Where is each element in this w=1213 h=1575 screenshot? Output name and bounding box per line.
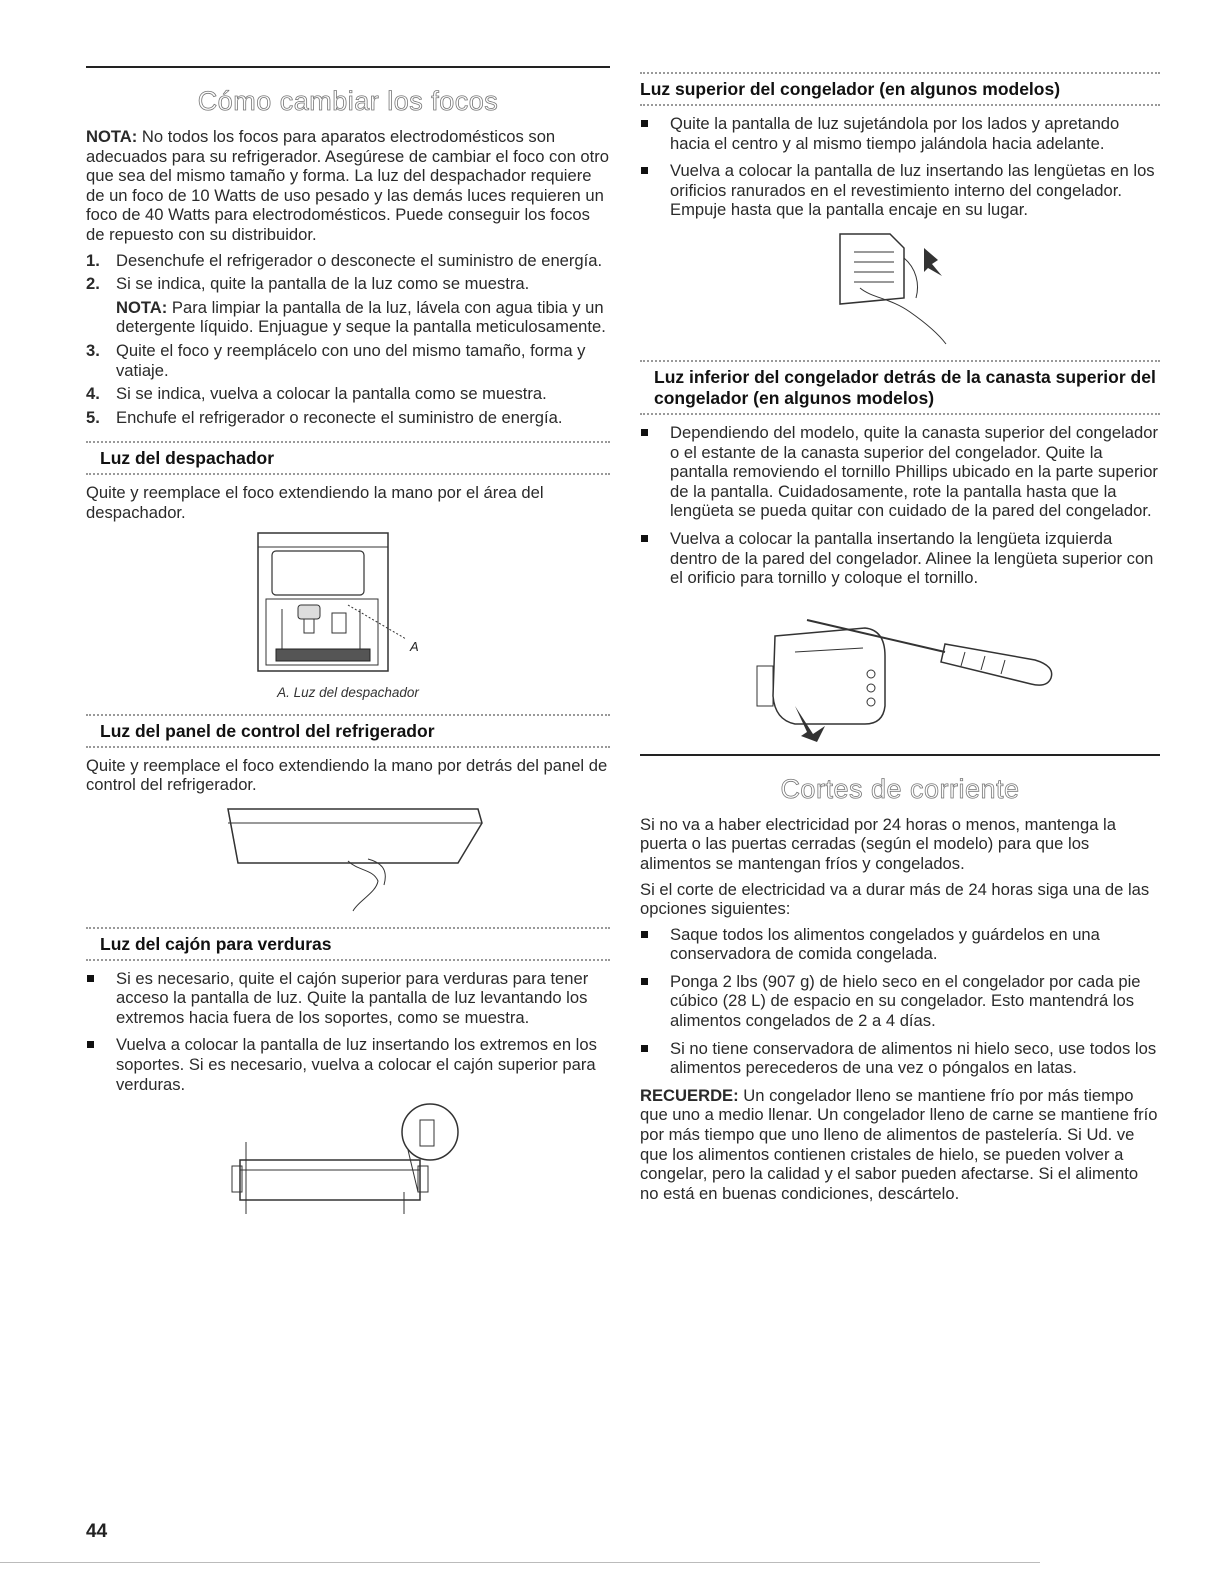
section-heading: Luz del despachador <box>100 448 275 469</box>
section-header-crisper <box>86 927 610 961</box>
step-text: Enchufe el refrigerador o reconecte el suministro de energía. <box>116 407 563 427</box>
lower-freezer-illustration <box>735 596 1065 746</box>
remember-text: Un congelador lleno se mantiene frío por más tiempo que uno a medio llenar. Un congelador lleno de carne se mantiene frío por más tiempo que uno lleno de alimentos de pastelería. Si Ud. ve que los alimentos contienen cristales de hielo, se pueden volver a congelar, pero la calidad y el sabor pueden afectarse. Si el alimento no está en buenas condiciones, descártelo. <box>640 1085 1158 1203</box>
bullet-item: Quite la pantalla de luz sujetándola por los lados y apretando hacia el centro y al mismo tiempo jalándola hacia adelante. <box>640 114 1160 153</box>
section-title-changing-bulbs: Cómo cambiar los focos <box>197 86 499 116</box>
step-text: Quite el foco y reemplácelo con uno del mismo tamaño, forma y vatiaje. <box>116 340 586 380</box>
section-heading: Luz superior del congelador (en algunos modelos) <box>640 79 1061 99</box>
outage-bullets <box>640 925 1160 1078</box>
step-note <box>116 298 610 337</box>
control-panel-illustration <box>208 801 488 913</box>
lower-freezer-figure <box>640 596 1160 746</box>
section-rule <box>86 66 610 68</box>
section-heading: Luz del panel de control del refrigerador <box>100 720 435 741</box>
control-panel-text: Quite y reemplace el foco extendiendo la mano por detrás del panel de control del refrigerador. <box>86 755 608 795</box>
step-number: 1. <box>86 250 100 270</box>
remember-label: RECUERDE: <box>640 1085 739 1105</box>
outage-paragraph-2: Si el corte de electricidad va a durar más de 24 horas siga una de las opciones siguientes: <box>640 879 1150 919</box>
note-text: Para limpiar la pantalla de la luz, lávela con agua tibia y un detergente líquido. Enjuague y seque la pantalla meticulosamente. <box>116 297 606 337</box>
left-column <box>86 66 610 1223</box>
step-text: Desenchufe el refrigerador o desconecte el suministro de energía. <box>116 250 603 270</box>
bullet-item: Si no tiene conservadora de alimentos ni hielo seco, use todos los alimentos perecederos de una vez o póngalos en latas. <box>640 1039 1160 1078</box>
step-number: 5. <box>86 407 100 427</box>
remember-paragraph <box>640 1086 1160 1204</box>
section-title-power-outages: Cortes de corriente <box>780 773 1020 804</box>
upper-freezer-bullets <box>640 114 1160 220</box>
bullet-item: Vuelva a colocar la pantalla de luz insertando las lengüetas en los orificios ranurados en el revestimiento interno del congelador. Empuje hasta que la pantalla encaje en su lugar. <box>640 161 1160 220</box>
dispenser-caption: A. Luz del despachador <box>277 684 419 700</box>
step-text: Si se indica, quite la pantalla de la luz como se muestra. <box>116 274 530 294</box>
dispenser-figure <box>86 529 610 679</box>
dispenser-illustration <box>238 529 458 679</box>
dispenser-text: Quite y reemplace el foco extendiendo la mano por el área del despachador. <box>86 483 544 522</box>
step-number: 3. <box>86 340 100 360</box>
step-item <box>86 408 610 428</box>
step-item <box>86 274 610 337</box>
right-column <box>640 66 1160 1209</box>
section-heading: Luz del cajón para verduras <box>100 933 332 954</box>
section-header-control-panel <box>86 714 610 748</box>
section-header-lower-freezer <box>640 360 1160 415</box>
upper-freezer-illustration <box>820 228 980 346</box>
steps-list <box>86 251 610 428</box>
page-number: 44 <box>86 1521 108 1542</box>
lower-freezer-bullets <box>640 423 1160 588</box>
crisper-figure <box>86 1102 610 1217</box>
bullet-item: Saque todos los alimentos congelados y guárdelos en una conservadora de comida congelada. <box>640 925 1160 964</box>
bullet-item: Ponga 2 lbs (907 g) de hielo seco en el congelador por cada pie cúbico (28 L) de espacio en su congelador. Esto mantendrá los alimentos congelados de 2 a 4 días. <box>640 972 1160 1031</box>
section-header-dispenser <box>86 441 610 475</box>
bullet-item: Vuelva a colocar la pantalla insertando la lengüeta izquierda dentro de la pared del congelador. Alinee la lengüeta superior con el orificio para tornillo y coloque el tornillo. <box>640 529 1160 588</box>
bullet-item: Si es necesario, quite el cajón superior para verduras para tener acceso la pantalla de luz. Quite la pantalla de luz levantando los extremos hacia fuera de los soportes, como se muestra. <box>86 969 610 1028</box>
step-text: Si se indica, vuelva a colocar la pantalla como se muestra. <box>116 384 547 404</box>
step-item <box>86 341 610 380</box>
bottom-rule <box>0 1562 1040 1563</box>
step-item <box>86 384 610 404</box>
step-number: 2. <box>86 274 100 294</box>
section-rule <box>640 754 1160 756</box>
step-item <box>86 251 610 271</box>
intro-note <box>86 127 610 245</box>
note-label: NOTA: <box>86 127 138 146</box>
crisper-bullets <box>86 969 610 1095</box>
section-header-upper-freezer <box>640 72 1160 106</box>
section-heading: Luz inferior del congelador detrás de la canasta superior del congelador (en algunos modelos) <box>654 366 1156 408</box>
callout-label: A <box>410 638 419 654</box>
bullet-item: Dependiendo del modelo, quite la canasta superior del congelador o el estante de la canasta superior del congelador. Quite la pantalla removiendo el tornillo Phillips ubicado en la parte superior de la pantalla. Cuidadosamente, rote la pantalla hasta que la lengüeta se pueda quitar con cuidado de la pared del congelador. <box>640 423 1160 521</box>
crisper-illustration <box>228 1102 468 1217</box>
note-label: NOTA: <box>116 297 168 317</box>
upper-freezer-figure <box>640 228 1160 346</box>
outage-paragraph-1: Si no va a haber electricidad por 24 horas o menos, mantenga la puerta o las puertas cerradas (según el modelo) para que los alimentos se mantengan fríos y congelados. <box>640 814 1116 873</box>
step-number: 4. <box>86 384 100 404</box>
bullet-item: Vuelva a colocar la pantalla de luz insertando los extremos en los soportes. Si es necesario, vuelva a colocar el cajón superior para verduras. <box>86 1035 610 1094</box>
note-text: No todos los focos para aparatos electrodomésticos son adecuados para su refrigerador. Asegúrese de cambiar el foco con otro que sea del mismo tamaño y forma. La luz del despachador requiere de un foco de 10 Watts de uso pesado y las demás luces requieren un foco de 40 Watts para electrodomésticos. Puede conseguir los focos de repuesto con su distribuidor. <box>86 127 610 244</box>
control-panel-figure <box>86 801 610 913</box>
